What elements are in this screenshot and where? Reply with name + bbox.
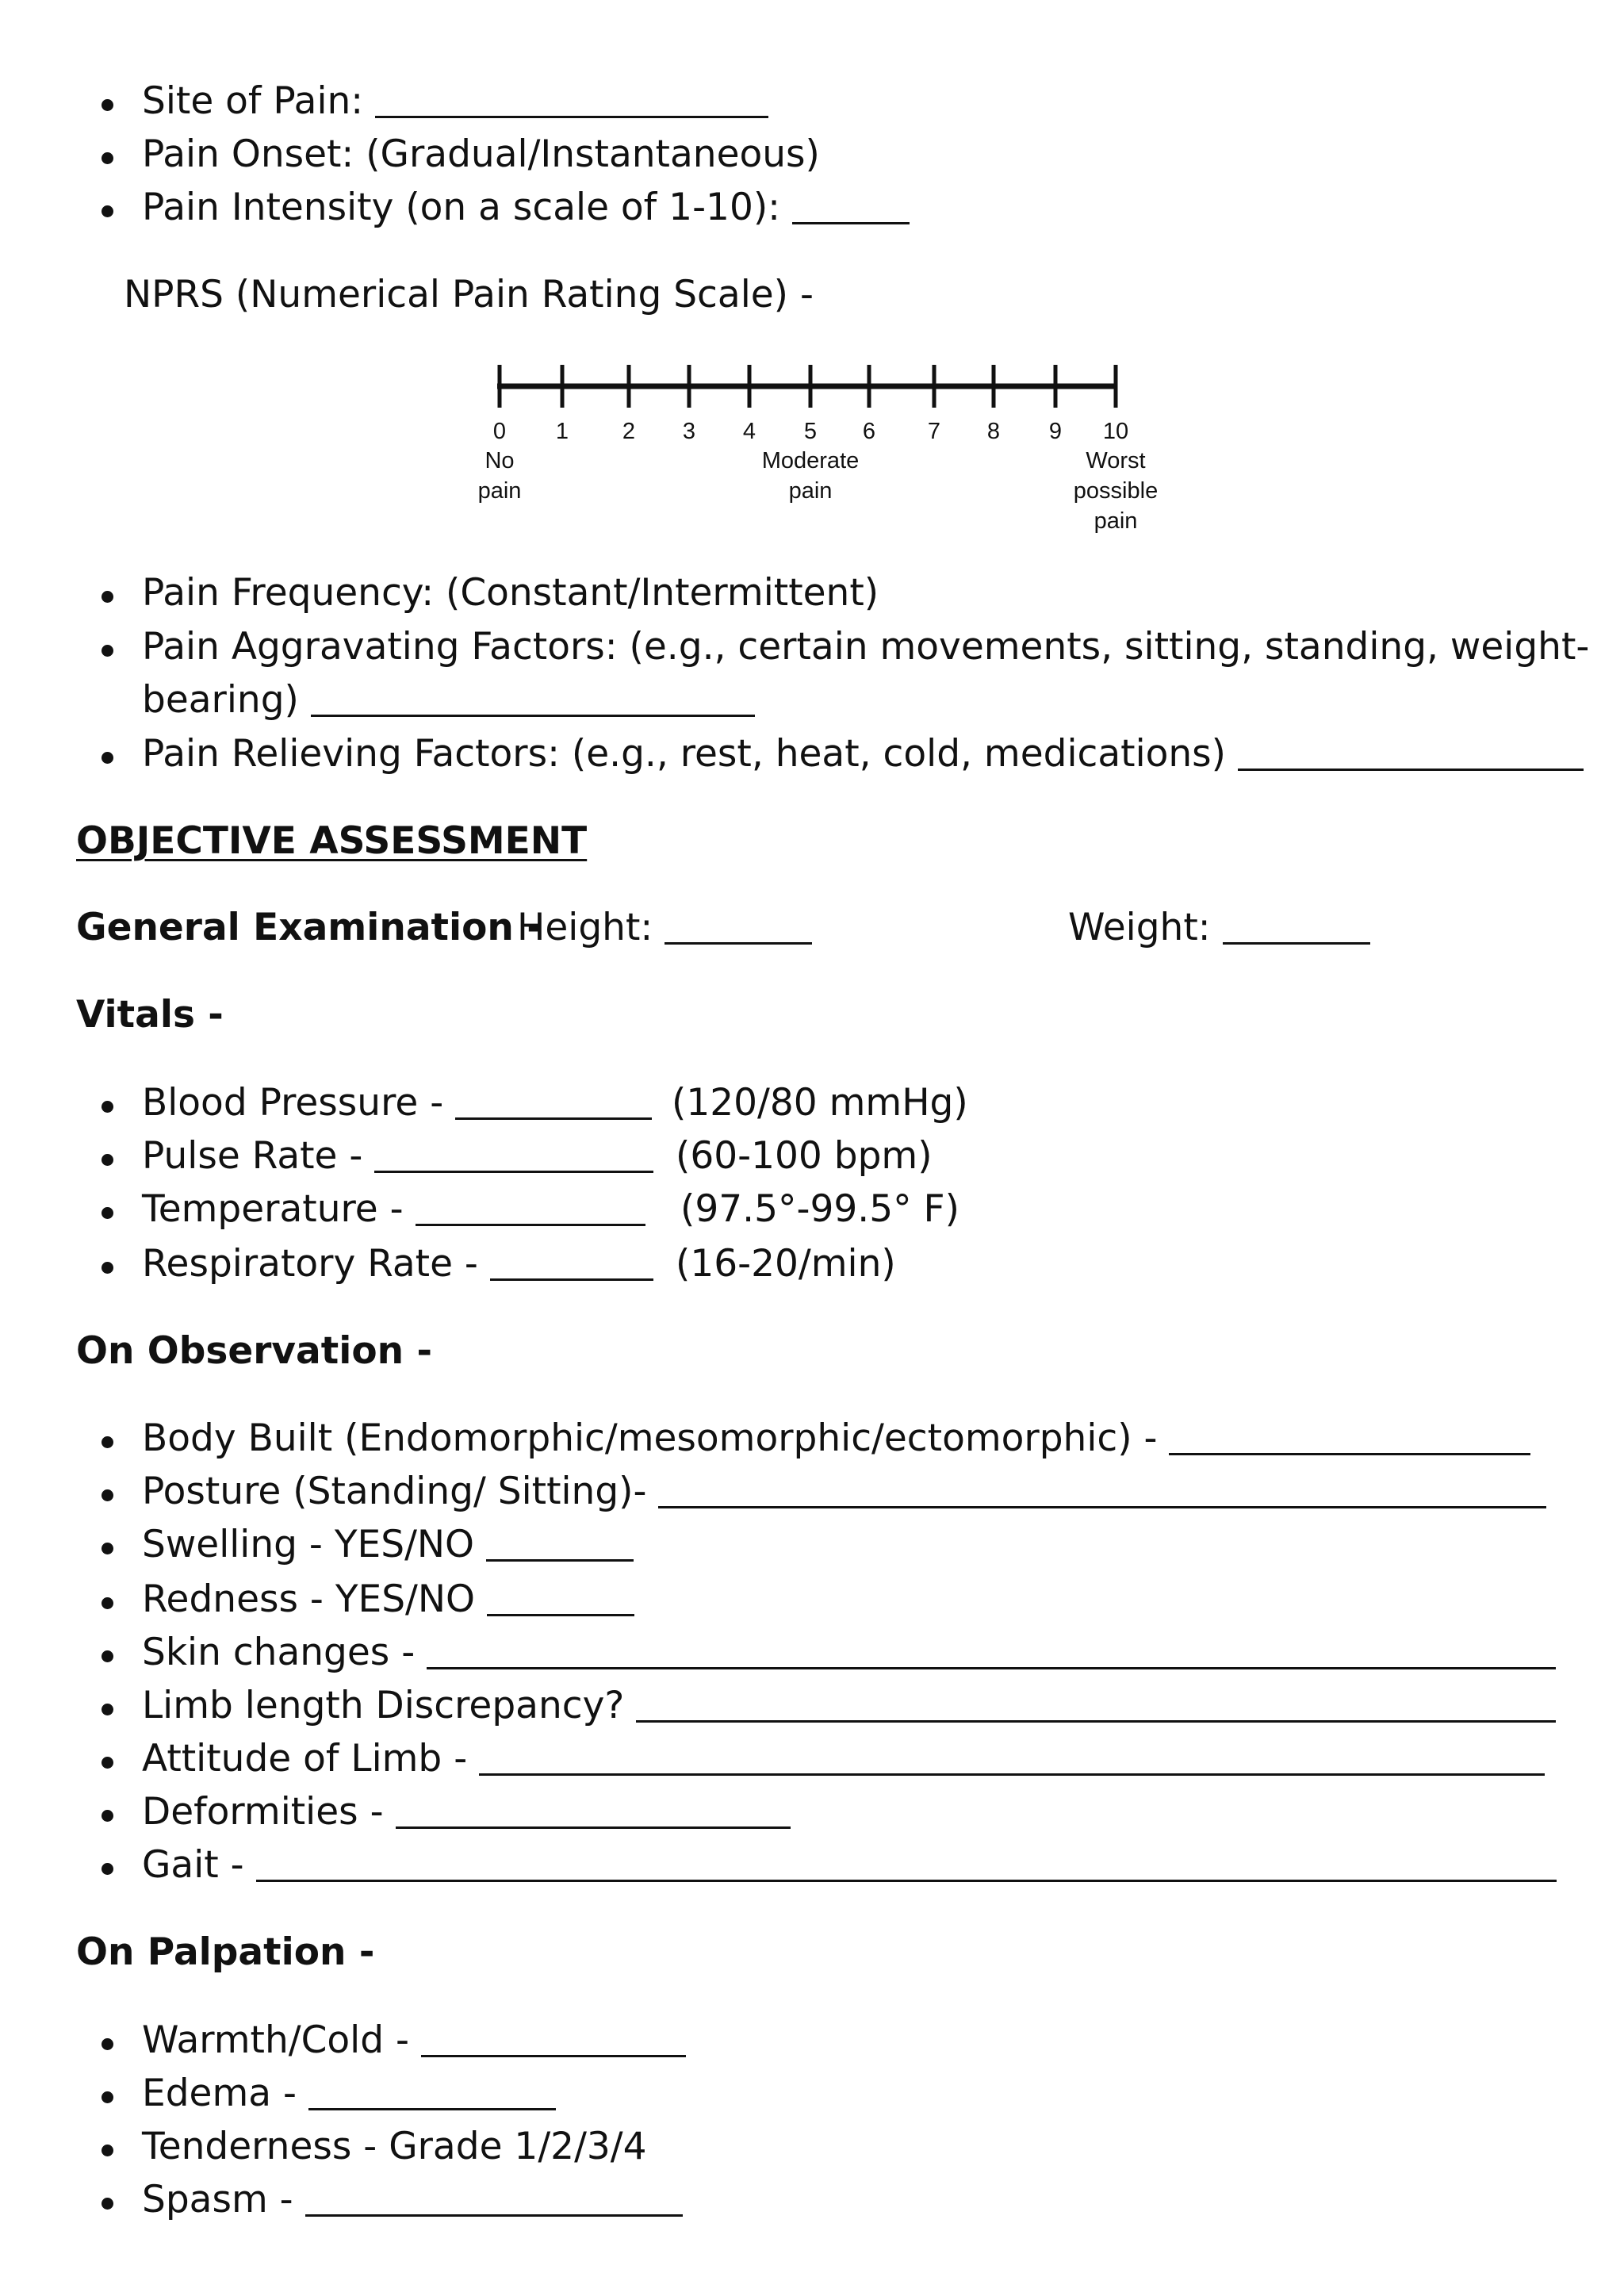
posture-row [142,1468,1546,1516]
warmth-blank[interactable] [421,2055,686,2057]
nprs-tick-label: 0 [492,419,507,444]
body-built-blank[interactable] [1169,1453,1530,1455]
redness-row [142,1576,634,1623]
pain-aggravating-blank[interactable] [311,715,755,717]
nprs-tick-label: 8 [986,419,1001,444]
blood-pressure-row [142,1079,652,1127]
tenderness-row [142,2123,647,2171]
pain-frequency-row [142,569,879,617]
tenderness-label: Tenderness - Grade 1/2/3/4 [142,2125,647,2168]
height-label: Height: [517,906,653,949]
nprs-anchor-label: possible [1073,478,1159,504]
bullet [102,1704,113,1715]
pain-intensity-blank[interactable] [792,222,910,224]
spasm-label: Spasm - [142,2178,293,2221]
site-of-pain-blank[interactable] [375,116,768,118]
nprs-tick-label: 10 [1102,419,1129,444]
bullet [102,1757,113,1769]
pain-aggravating-row [142,623,1589,671]
nprs-tick-labels [493,419,1128,444]
nprs-title: NPRS (Numerical Pain Rating Scale) - [124,273,814,316]
pain-intensity-label: Pain Intensity (on a scale of 1-10): [142,186,781,229]
general-exam-label: General Examination - [76,906,542,949]
pulse-rate-label: Pulse Rate - [142,1134,363,1178]
temperature-blank[interactable] [416,1224,645,1226]
edema-label: Edema - [142,2072,297,2115]
bullet [102,1650,113,1662]
swelling-row [142,1521,634,1569]
observation-heading: On Observation - [76,1329,432,1373]
bullet [102,205,113,217]
limb-length-blank[interactable] [636,1720,1556,1723]
bullet [102,152,113,164]
nprs-tick-label: 7 [927,419,941,444]
vitals-heading: Vitals - [76,993,224,1037]
weight-blank[interactable] [1223,942,1370,945]
bullet [102,752,113,764]
bullet [102,1543,113,1554]
pain-intensity-row [142,184,910,232]
nprs-anchor-label: pain [788,478,833,504]
body-built-label: Body Built (Endomorphic/mesomorphic/ectomorphic) - [142,1416,1158,1460]
deformities-row [142,1788,791,1836]
height-row [517,904,812,952]
nprs-anchor-label: Moderate [761,448,860,473]
temperature-range: (97.5°-99.5° F) [680,1187,959,1231]
skin-changes-label: Skin changes - [142,1631,416,1674]
pulse-rate-range: (60-100 bpm) [676,1134,933,1178]
bullet [102,99,113,111]
temperature-row [142,1186,645,1233]
nprs-tick-label: 4 [742,419,756,444]
body-built-row [142,1415,1530,1462]
attitude-row [142,1735,1545,1783]
blood-pressure-range: (120/80 mmHg) [672,1081,968,1125]
bullet [102,1207,113,1219]
nprs-tick-label: 3 [682,419,696,444]
bullet [102,2198,113,2210]
site-of-pain-label: Site of Pain: [142,79,364,123]
nprs-anchor-label: No [485,448,515,473]
nprs-anchor-labels [478,448,1159,534]
nprs-scale [0,349,1624,547]
nprs-tick-label: 2 [622,419,636,444]
warmth-label: Warmth/Cold - [142,2018,409,2062]
bullet [102,1154,113,1166]
nprs-tick-label: 6 [862,419,876,444]
warmth-row [142,2017,686,2064]
bullet [102,1597,113,1609]
bullet [102,1101,113,1113]
deformities-blank[interactable] [396,1826,791,1829]
pain-aggravating-row-2 [142,677,755,724]
nprs-anchor-label: Worst [1086,448,1146,473]
spasm-row [142,2176,683,2224]
weight-row [1068,904,1370,952]
posture-blank[interactable] [658,1506,1546,1508]
bullet [102,591,113,603]
gait-blank[interactable] [256,1880,1557,1882]
redness-blank[interactable] [487,1614,634,1616]
nprs-anchor-label: pain [477,478,522,504]
pain-aggravating-label-2: bearing) [142,678,299,722]
pain-frequency-label: Pain Frequency: (Constant/Intermittent) [142,571,879,615]
height-blank[interactable] [665,942,812,945]
deformities-label: Deformities - [142,1790,384,1834]
attitude-blank[interactable] [479,1773,1545,1776]
posture-label: Posture (Standing/ Sitting)- [142,1470,647,1513]
nprs-anchor-label: pain [1094,508,1138,534]
pulse-rate-row [142,1133,653,1180]
bullet [102,2091,113,2103]
weight-label: Weight: [1068,906,1211,949]
bullet [102,1810,113,1822]
bullet [102,645,113,657]
respiratory-rate-range: (16-20/min) [676,1242,896,1286]
palpation-heading: On Palpation - [76,1930,375,1974]
pain-relieving-blank[interactable] [1238,769,1584,771]
skin-changes-blank[interactable] [427,1667,1556,1669]
gait-row [142,1842,1557,1889]
attitude-label: Attitude of Limb - [142,1737,468,1780]
pain-relieving-row [142,730,1584,778]
nprs-tick-label: 1 [555,419,569,444]
bullet [102,2038,113,2050]
bullet [102,2145,113,2156]
bullet [102,1863,113,1875]
nprs-tick-label: 5 [803,419,818,444]
pain-onset-row [142,131,820,178]
blood-pressure-blank[interactable] [455,1117,652,1120]
skin-changes-row [142,1629,1556,1677]
respiratory-rate-blank[interactable] [490,1278,653,1281]
blood-pressure-label: Blood Pressure - [142,1081,444,1125]
bullet [102,1262,113,1274]
respiratory-rate-label: Respiratory Rate - [142,1242,478,1286]
bullet [102,1436,113,1448]
redness-label: Redness - YES/NO [142,1577,476,1621]
temperature-label: Temperature - [142,1187,404,1231]
site-of-pain-row [142,78,768,125]
bullet [102,1489,113,1501]
pain-onset-label: Pain Onset: (Gradual/Instantaneous) [142,132,820,176]
general-exam-row [76,904,542,952]
nprs-tick-label: 9 [1048,419,1063,444]
edema-blank[interactable] [308,2108,556,2110]
gait-label: Gait - [142,1843,244,1887]
edema-row [142,2070,556,2118]
respiratory-rate-row [142,1240,653,1288]
pain-relieving-label: Pain Relieving Factors: (e.g., rest, heat, cold, medications) [142,732,1226,776]
objective-heading: OBJECTIVE ASSESSMENT [76,819,588,863]
pulse-rate-blank[interactable] [374,1171,653,1173]
spasm-blank[interactable] [305,2214,683,2217]
limb-length-label: Limb length Discrepancy? [142,1684,625,1727]
swelling-blank[interactable] [486,1559,634,1562]
pain-aggravating-label: Pain Aggravating Factors: (e.g., certain movements, sitting, standing, weight- [142,625,1590,669]
limb-length-row [142,1682,1556,1730]
swelling-label: Swelling - YES/NO [142,1523,475,1566]
